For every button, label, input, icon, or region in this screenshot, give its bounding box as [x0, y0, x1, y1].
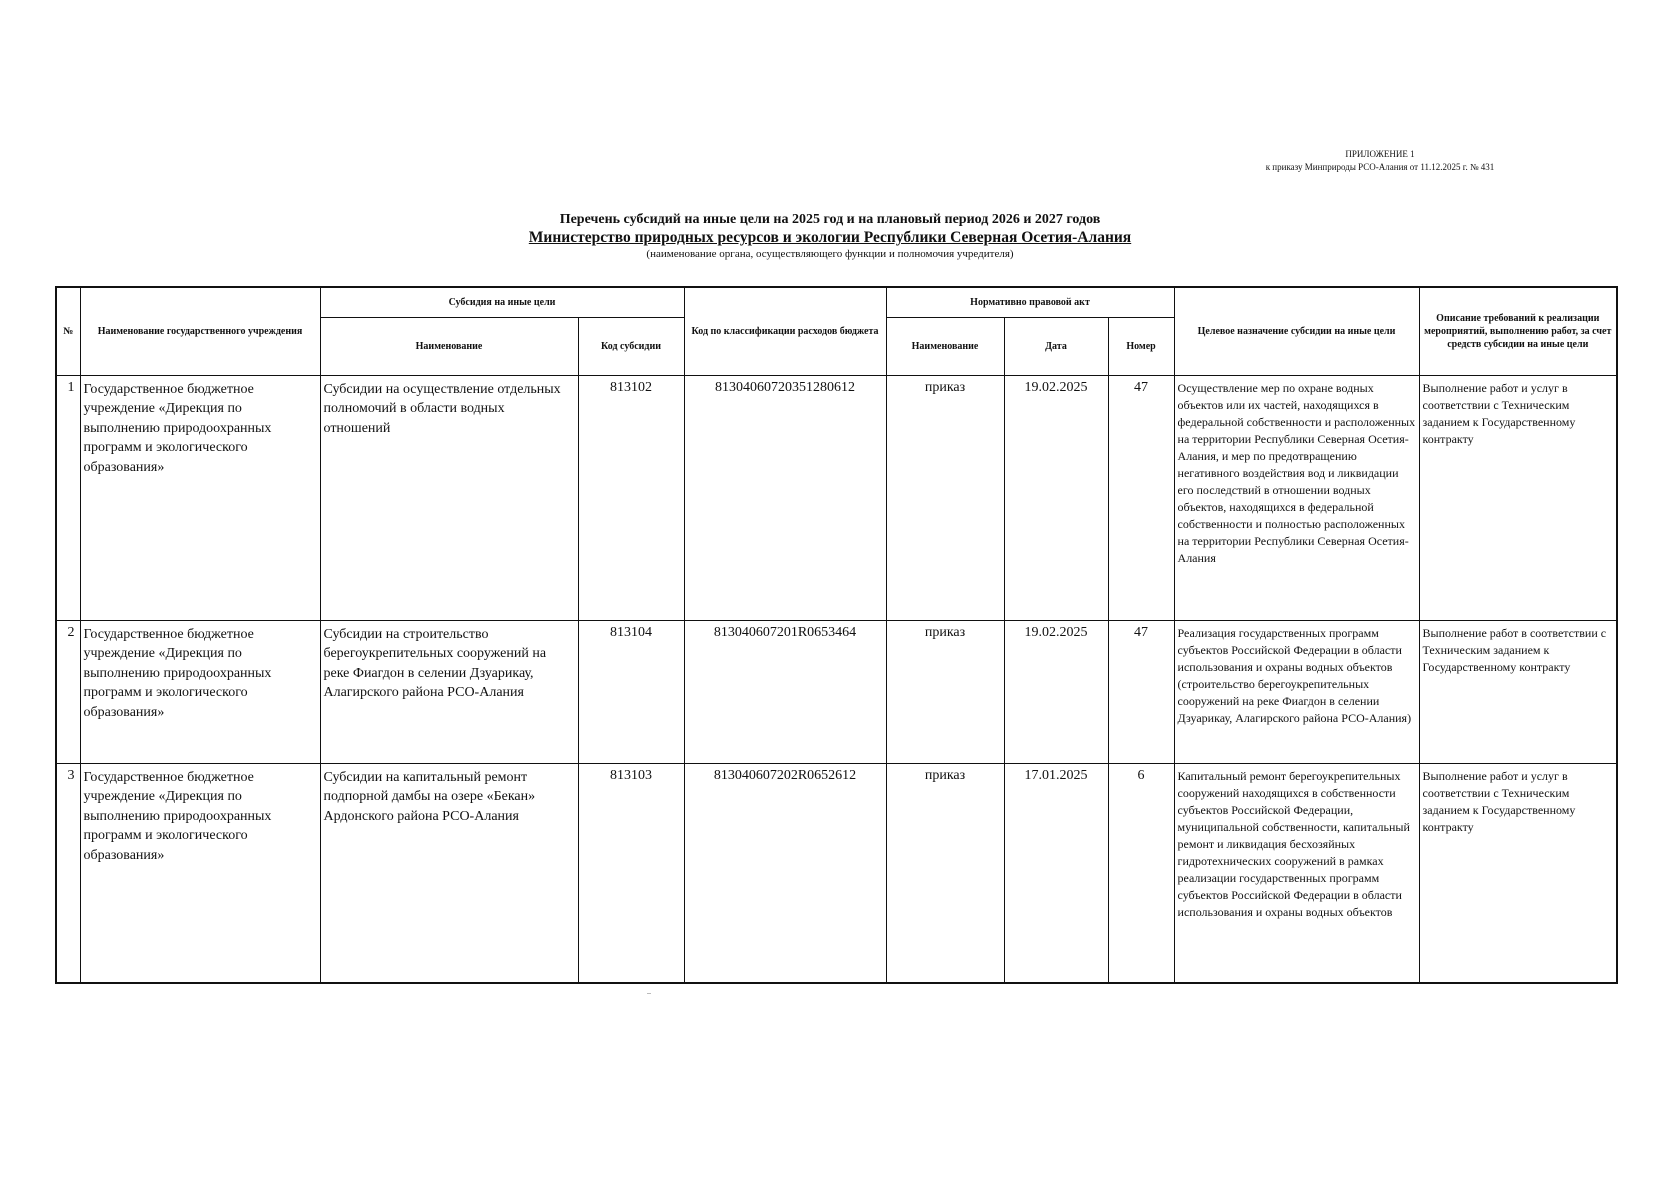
table-body — [56, 375, 1617, 983]
appendix-title: ПРИЛОЖЕНИЕ 1 — [1345, 149, 1415, 159]
header-num: № — [56, 287, 80, 375]
header-act-group: Нормативно правовой акт — [886, 287, 1174, 317]
act-number: 47 — [1108, 375, 1174, 620]
purpose: Реализация государственных программ субъектов Российской Федерации в области использования и охраны водных объектов (строительство берегоукрепительных сооружений на реке Фиагдон в селении Дзуарикау, Алагирского района РСО-Алания) — [1174, 620, 1419, 763]
institution-name: Государственное бюджетное учреждение «Дирекция по выполнению природоохранных программ и экологического образования» — [80, 375, 320, 620]
document-title: Перечень субсидий на иные цели на 2025 год и на плановый период 2026 и 2027 годов — [559, 212, 1101, 227]
subsidy-name: Субсидии на осуществление отдельных полномочий в области водных отношений — [320, 375, 578, 620]
act-date: 19.02.2025 — [1004, 620, 1108, 763]
act-number: 6 — [1108, 763, 1174, 983]
header-institution: Наименование государственного учреждения — [80, 287, 320, 375]
act-name: приказ — [886, 375, 1004, 620]
subsidy-code: 813103 — [578, 763, 684, 983]
subsidy-name: Субсидии на строительство берегоукрепительных сооружений на реке Фиагдон в селении Дзуарикау, Алагирского района РСО-Алания — [320, 620, 578, 763]
budget-code: 813040607202R0652612 — [684, 763, 886, 983]
subsidies-table — [55, 286, 1618, 984]
requirements: Выполнение работ и услуг в соответствии с Техническим заданием к Государственному контракту — [1419, 763, 1617, 983]
institution-name: Государственное бюджетное учреждение «Дирекция по выполнению природоохранных программ и экологического образования» — [80, 763, 320, 983]
act-date: 17.01.2025 — [1004, 763, 1108, 983]
act-name: приказ — [886, 620, 1004, 763]
purpose: Осуществление мер по охране водных объектов или их частей, находящихся в федеральной собственности и расположенных на территории Республики Северная Осетия-Алания, и мер по предотвращению негативного воздействия вод и ликвидации его последствий в отношении водных объектов, находящихся в федеральной собственности и полностью расположенных на территории Республики Северная Осетия-Алания — [1174, 375, 1419, 620]
document-title-block — [430, 211, 1230, 262]
institution-name: Государственное бюджетное учреждение «Дирекция по выполнению природоохранных программ и экологического образования» — [80, 620, 320, 763]
header-subsidy-code: Код субсидии — [578, 317, 684, 375]
purpose: Капитальный ремонт берегоукрепительных сооружений находящихся в собственности субъектов Российской Федерации, муниципальной собственности, капитальный ремонт и ликвидация бесхозяйных гидротехнических сооружений в рамках реализации государственных программ субъектов Российской Федерации в области использования и охраны водных объектов — [1174, 763, 1419, 983]
row-num: 2 — [56, 620, 80, 763]
header-requirements: Описание требований к реализации мероприятий, выполнению работ, за счет средств субсидии на иные цели — [1419, 287, 1617, 375]
act-name: приказ — [886, 763, 1004, 983]
row-num: 3 — [56, 763, 80, 983]
act-number: 47 — [1108, 620, 1174, 763]
ministry-name-line — [430, 228, 1230, 247]
header-act-number: Номер — [1108, 317, 1174, 375]
table-row — [56, 763, 1617, 983]
header-budget-code: Код по классификации расходов бюджета — [684, 287, 886, 375]
header-subsidy-name: Наименование — [320, 317, 578, 375]
table-header — [56, 287, 1617, 375]
appendix-order-reference: к приказу Минприроды РСО-Алания от 11.12.2025 г. № 431 — [1265, 162, 1495, 172]
budget-code: 81304060720351280612 — [684, 375, 886, 620]
table-row — [56, 375, 1617, 620]
subsidy-name: Субсидии на капитальный ремонт подпорной дамбы на озере «Бекан» Ардонского района РСО-Алания — [320, 763, 578, 983]
appendix-header — [1120, 148, 1640, 174]
act-date: 19.02.2025 — [1004, 375, 1108, 620]
requirements: Выполнение работ и услуг в соответствии с Техническим заданием к Государственному контракту — [1419, 375, 1617, 620]
subsidy-code: 813104 — [578, 620, 684, 763]
ministry-name: Министерство природных ресурсов и экологии Республики Северная Осетия-Алания — [528, 229, 1132, 246]
header-purpose: Целевое назначение субсидии на иные цели — [1174, 287, 1419, 375]
header-act-name: Наименование — [886, 317, 1004, 375]
subsidy-code: 813102 — [578, 375, 684, 620]
ministry-caption: (наименование органа, осуществляющего функции и полномочия учредителя) — [646, 248, 1014, 260]
header-act-date: Дата — [1004, 317, 1108, 375]
row-num: 1 — [56, 375, 80, 620]
scan-speck — [647, 993, 651, 994]
table-row — [56, 620, 1617, 763]
header-subsidy-group: Субсидия на иные цели — [320, 287, 684, 317]
requirements: Выполнение работ в соответствии с Техническим заданием к Государственному контракту — [1419, 620, 1617, 763]
budget-code: 813040607201R0653464 — [684, 620, 886, 763]
